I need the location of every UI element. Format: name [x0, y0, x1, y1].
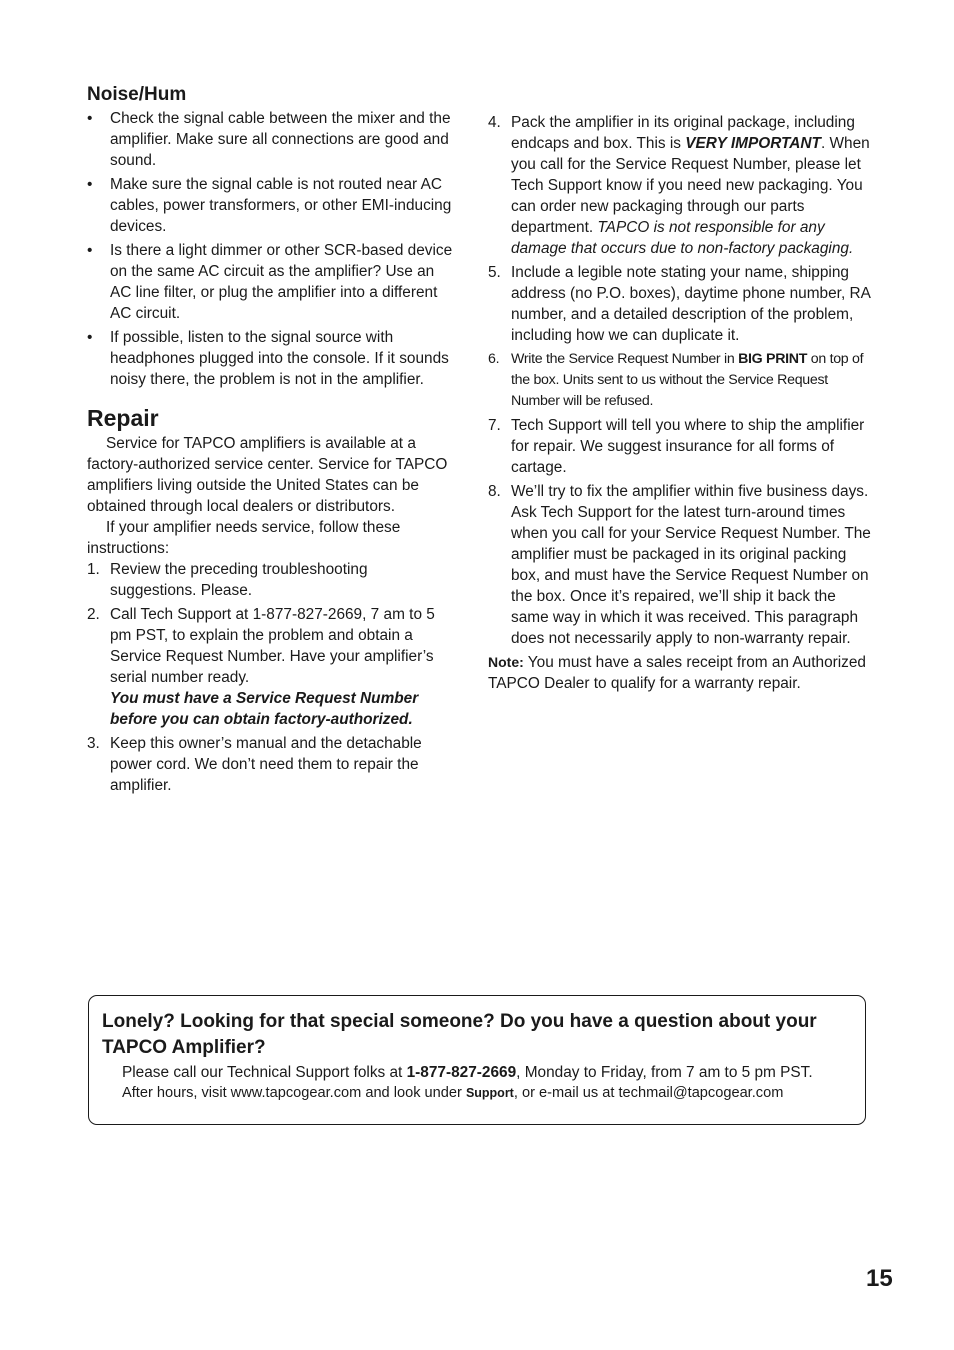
repair-steps-list-a — [87, 559, 457, 796]
repair-step-1: 1. Review the preceding troubleshooting suggestions. Please. — [87, 561, 368, 599]
list-item: • Make sure the signal cable is not routed near AC cables, power transformers, or other EMI-inducing devices. — [87, 176, 452, 235]
callout-web-line: After hours, visit www.tapcogear.com and look under Support, or e-mail us at techmail@tapcogear.com — [122, 1085, 784, 1101]
note-label: Note: — [488, 654, 524, 670]
callout-phone-line: Please call our Technical Support folks at 1-877-827-2669, Monday to Friday, from 7 am to 5 pm PST. — [122, 1064, 813, 1081]
repair-steps-list-b — [488, 112, 871, 649]
repair-step-5: 5. Include a legible note stating your name, shipping address (no P.O. boxes), daytime phone number, RA number, and a detailed description of the problem, including how we can duplicate it. — [488, 264, 871, 344]
right-column — [488, 112, 871, 694]
noise-hum-list — [87, 108, 457, 390]
page-number: 15 — [866, 1265, 893, 1292]
repair-step-8: 8. We’ll try to fix the amplifier within five business days. Ask Tech Support for the latest turn-around times when you call for your Service Request Number. The amplifier must be packaged in its original packing box, and must have the Service Request Number on the box. Once it’s repaired, we’ll ship it back the same way in which it was received. This paragraph does not necessarily apply to non-warranty repair. — [488, 483, 871, 647]
noise-hum-heading: Noise/Hum — [87, 84, 187, 105]
repair-heading: Repair — [87, 405, 159, 431]
repair-instructions-paragraph: If your amplifier needs service, follow these instructions: — [87, 519, 401, 557]
service-request-warning: You must have a Service Request Number before you can obtain factory-authorized. — [110, 690, 419, 728]
bullet-icon: • — [87, 242, 93, 259]
big-print-emphasis: BIG PRINT — [738, 351, 808, 367]
repair-step-2: 2. Call Tech Support at 1-877-827-2669, 7 am to 5 pm PST, to explain the problem and obtain a Service Request Number. Have your amplifier’s serial number ready. You must have a Service Request Number before you can obtain factory-authorized. — [87, 606, 435, 728]
repair-intro-paragraph: Service for TAPCO amplifiers is available at a factory-authorized service center. Service for TAPCO amplifiers living outside the United States can be obtained through local dealers or distributors. — [87, 435, 448, 515]
repair-step-3: 3. Keep this owner’s manual and the detachable power cord. We don’t need them to repair the amplifier. — [87, 735, 422, 794]
warranty-note: Note: You must have a sales receipt from an Authorized TAPCO Dealer to qualify for a warranty repair. — [488, 654, 866, 692]
callout-body — [102, 1062, 853, 1104]
list-item: • Check the signal cable between the mixer and the amplifier. Make sure all connections are good and sound. — [87, 110, 451, 169]
support-phone-number: 1-877-827-2669 — [406, 1064, 517, 1081]
bullet-icon: • — [87, 329, 93, 346]
left-column — [87, 82, 457, 799]
bullet-icon: • — [87, 110, 93, 127]
repair-step-7: 7. Tech Support will tell you where to ship the amplifier for repair. We suggest insurance for all forms of cartage. — [488, 417, 865, 476]
list-item: • If possible, listen to the signal source with headphones plugged into the console. If it sounds noisy there, the problem is not in the amplifier. — [87, 329, 449, 388]
callout-title: Lonely? Looking for that special someone? Do you have a question about your TAPCO Amplifier? — [102, 1011, 817, 1058]
repair-step-6: 6. Write the Service Request Number in BIG PRINT on top of the box. Units sent to us without the Service Request Number will be refused. — [488, 351, 864, 409]
repair-step-4: 4. Pack the amplifier in its original package, including endcaps and box. This is VERY IMPORTANT. When you call for the Service Request Number, please let Tech Support know if you need new packaging. You can order new packaging through our parts department. TAPCO is not responsible for any damage that occurs due to non-factory packaging. — [488, 114, 870, 257]
packaging-disclaimer: TAPCO is not responsible for any damage that occurs due to non-factory packaging. — [511, 219, 854, 257]
list-item: • Is there a light dimmer or other SCR-based device on the same AC circuit as the amplifier? Use an AC line filter, or plug the amplifier into a different AC circuit. — [87, 242, 453, 322]
bullet-icon: • — [87, 176, 93, 193]
very-important-emphasis: VERY IMPORTANT — [685, 135, 821, 152]
support-callout-box — [88, 995, 866, 1125]
support-label: Support — [465, 1086, 514, 1100]
